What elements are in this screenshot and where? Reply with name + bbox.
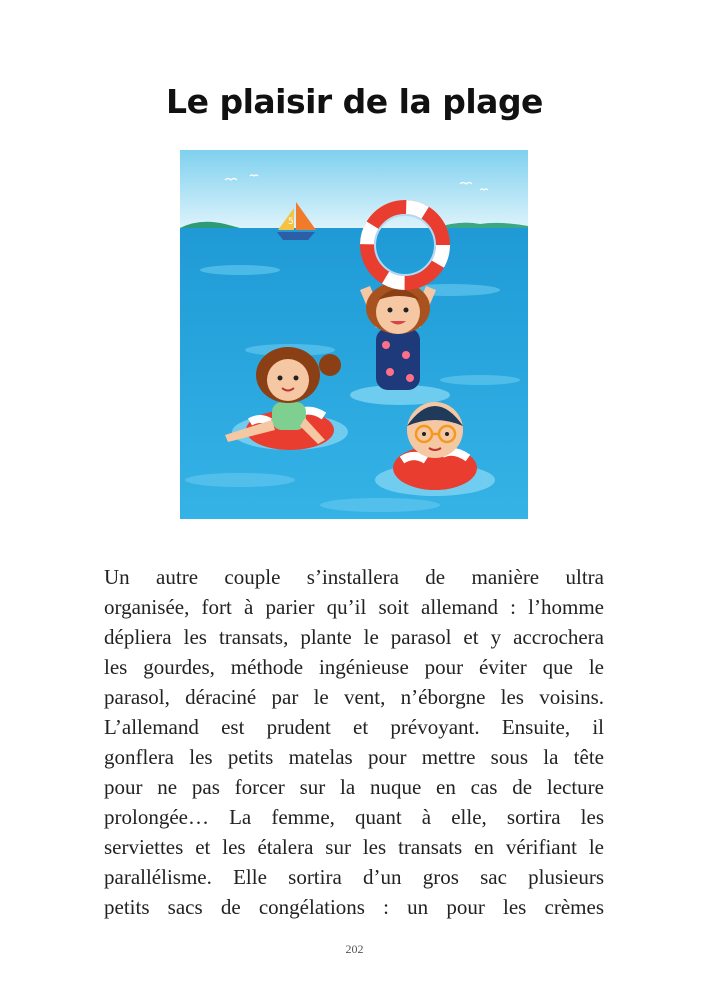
text-line: serviettes et les étalera sur les transats en vérifiant le bbox=[104, 835, 604, 859]
sail-number: 5 bbox=[288, 217, 294, 227]
text-line: Un autre couple s’installera de manière ultra bbox=[104, 565, 604, 589]
text-line: parallélisme. Elle sortira d’un gros sac plusieurs bbox=[104, 865, 604, 889]
page-number: 202 bbox=[345, 942, 364, 956]
beach-illustration bbox=[180, 150, 528, 519]
text-line: prolongée… La femme, quant à elle, sortira les bbox=[104, 805, 604, 829]
text-line: dépliera les transats, plante le parasol et y accrochera bbox=[104, 625, 604, 649]
text-line: gonflera les petits matelas pour mettre sous la tête bbox=[104, 745, 604, 769]
text-line: organisée, fort à parier qu’il soit allemand : l’homme bbox=[104, 595, 604, 619]
text-line: parasol, déraciné par le vent, n’éborgne les voisins. bbox=[104, 685, 604, 709]
body-paragraph bbox=[104, 562, 604, 922]
text-line: les gourdes, méthode ingénieuse pour éviter que le bbox=[104, 655, 604, 679]
sky bbox=[180, 150, 528, 230]
text-line: pour ne pas forcer sur la nuque en cas de lecture bbox=[104, 775, 604, 799]
text-line: petits sacs de congélations : un pour les crèmes bbox=[104, 895, 604, 919]
text-line: L’allemand est prudent et prévoyant. Ensuite, il bbox=[104, 715, 604, 739]
page-title: Le plaisir de la plage bbox=[166, 82, 543, 121]
